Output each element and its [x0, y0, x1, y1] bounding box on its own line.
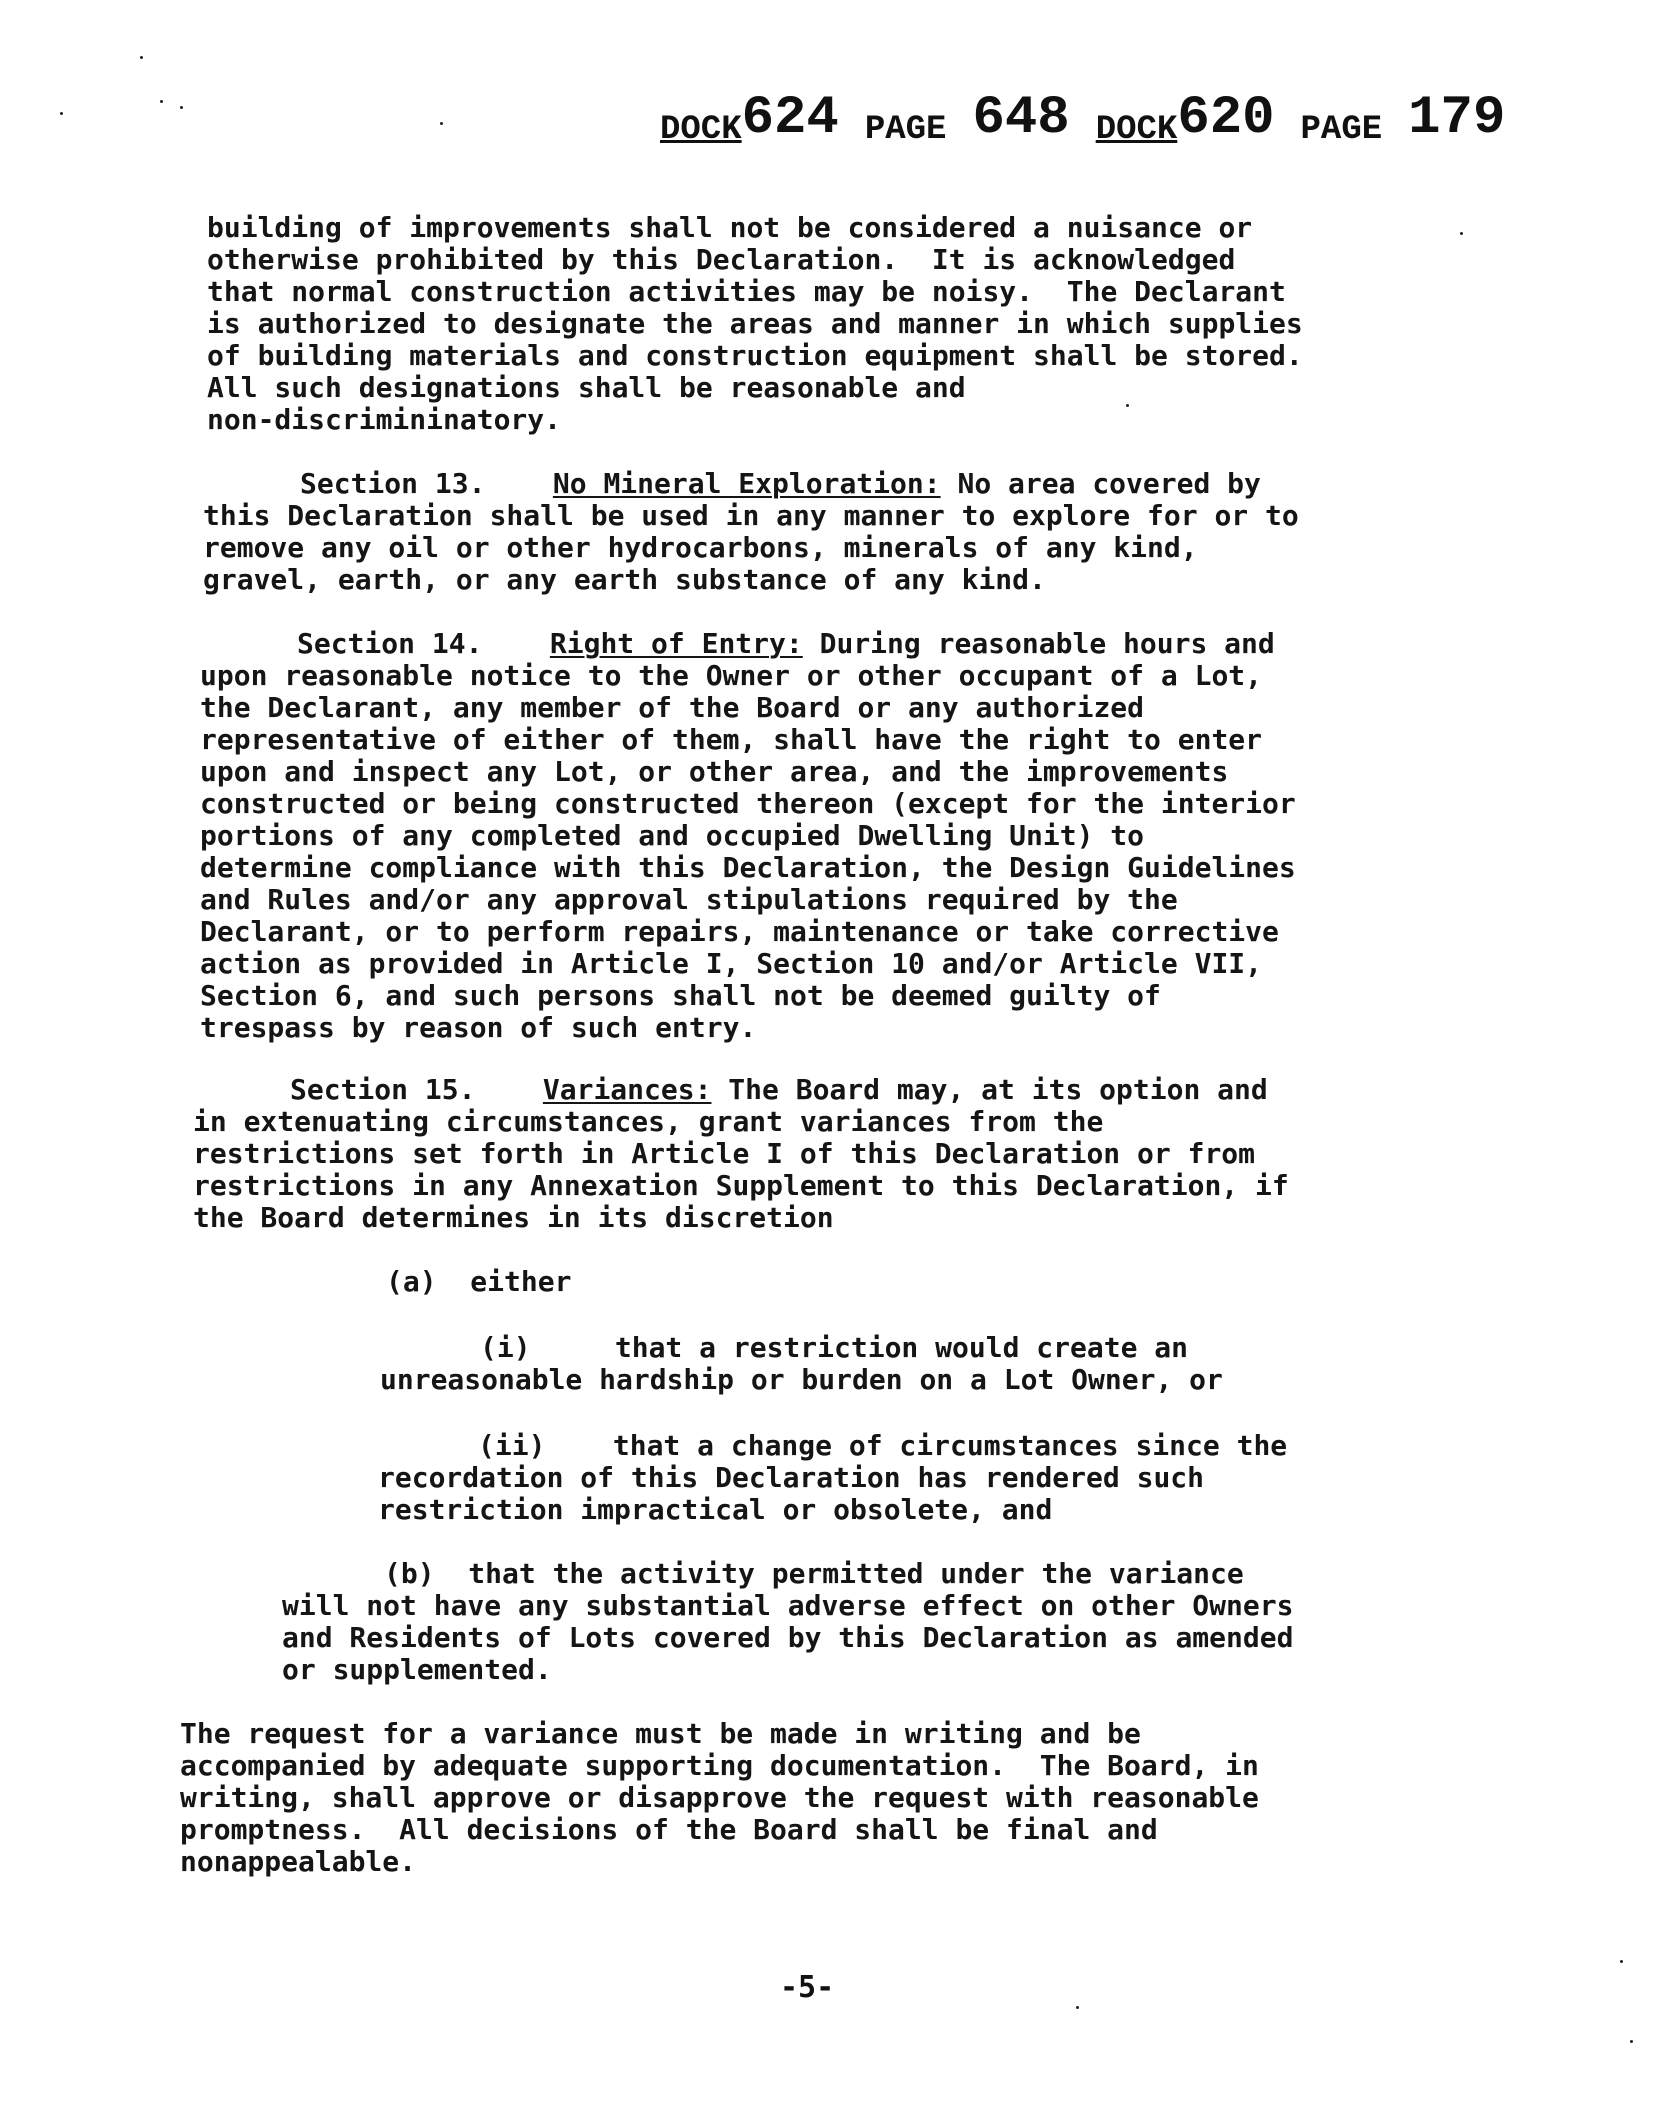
text-line: Declarant, or to perform repairs, maintenance or take corrective — [200, 915, 1279, 948]
page-number: -5- — [780, 1970, 835, 2005]
scan-speck — [1076, 2006, 1079, 2009]
text-line: constructed or being constructed thereon (except for the interior — [200, 787, 1296, 820]
text-line: restrictions set forth in Article I of this Declaration or from — [193, 1137, 1256, 1170]
scan-speck — [1620, 1960, 1623, 1963]
page-number-1: 648 — [972, 88, 1070, 149]
dock-number-1: 624 — [741, 88, 839, 149]
text-line: non-discrimininatory. — [207, 403, 562, 436]
scan-speck — [1630, 2040, 1633, 2043]
text-line: in extenuating circumstances, grant variances from the — [193, 1105, 1104, 1138]
text-line: of building materials and construction equipment shall be stored. — [207, 339, 1303, 372]
text-line: upon and inspect any Lot, or other area, and the improvements — [200, 755, 1229, 788]
scan-speck — [60, 112, 63, 115]
text-line: determine compliance with this Declaration, the Design Guidelines — [200, 851, 1296, 884]
section-14-label: Section 14. — [297, 627, 483, 660]
text-line: remove any oil or other hydrocarbons, minerals of any kind, — [203, 531, 1198, 564]
text-line: nonappealable. — [180, 1845, 417, 1878]
text-line: building of improvements shall not be considered a nuisance or — [207, 211, 1253, 244]
text-line: otherwise prohibited by this Declaration. It is acknowledged — [207, 243, 1236, 276]
text-line: restriction impractical or obsolete, and — [378, 1493, 1053, 1526]
text-line: writing, shall approve or disapprove the request with reasonable — [180, 1781, 1259, 1814]
text-line: or supplemented. — [282, 1653, 552, 1686]
list-item-a: (a) either — [386, 1265, 572, 1298]
scan-speck — [1460, 232, 1463, 235]
text-line: the Board determines in its discretion — [193, 1201, 834, 1234]
text-line: restrictions in any Annexation Supplement to this Declaration, if — [193, 1169, 1289, 1202]
text-line: is authorized to designate the areas and manner in which supplies — [207, 307, 1303, 340]
page-label-2: PAGE — [1300, 111, 1383, 149]
text-line: that normal construction activities may be noisy. The Declarant — [207, 275, 1286, 308]
text-line: recordation of this Declaration has rendered such — [378, 1461, 1205, 1494]
text-line: representative of either of them, shall have the right to enter — [200, 723, 1263, 756]
scan-speck — [140, 56, 143, 59]
section-13-first-line-rest: No area covered by — [940, 467, 1261, 500]
section-13-label: Section 13. — [300, 467, 486, 500]
section-14-heading-line — [297, 628, 1275, 660]
text-line: gravel, earth, or any earth substance of any kind. — [203, 563, 1046, 596]
dock-label-1: DOCK — [660, 111, 742, 149]
list-item-b: (b) that the activity permitted under the variance — [384, 1557, 1244, 1590]
text-line: unreasonable hardship or burden on a Lot Owner, or — [380, 1363, 1223, 1396]
text-line: will not have any substantial adverse effect on other Owners — [282, 1589, 1294, 1622]
page-number-2: 179 — [1408, 88, 1506, 149]
section-15-title: Variances: — [542, 1073, 712, 1106]
section-13-title: No Mineral Exploration: — [552, 467, 941, 500]
dock-number-2: 620 — [1177, 88, 1275, 149]
text-line: portions of any completed and occupied Dwelling Unit) to — [200, 819, 1145, 852]
scan-speck — [160, 100, 163, 103]
text-line: All such designations shall be reasonable and — [207, 371, 966, 404]
page-label-1: PAGE — [864, 111, 947, 149]
text-line: the Declarant, any member of the Board or any authorized — [200, 691, 1145, 724]
text-line: trespass by reason of such entry. — [200, 1011, 757, 1044]
list-item-ii: (ii) that a change of circumstances since the — [478, 1429, 1288, 1462]
section-15-label: Section 15. — [290, 1073, 476, 1106]
text-line: The request for a variance must be made in writing and be — [180, 1717, 1141, 1750]
text-line: upon reasonable notice to the Owner or other occupant of a Lot, — [200, 659, 1263, 692]
list-item-i: (i) that a restriction would create an — [480, 1331, 1189, 1364]
section-15-first-line-rest: The Board may, at its option and — [711, 1073, 1268, 1106]
section-13-heading-line — [300, 468, 1261, 500]
text-line: accompanied by adequate supporting documentation. The Board, in — [180, 1749, 1259, 1782]
text-line: promptness. All decisions of the Board shall be final and — [180, 1813, 1158, 1846]
scan-speck — [1126, 404, 1129, 407]
section-14-first-line-rest: During reasonable hours and — [802, 627, 1275, 660]
recording-stamp-header — [660, 88, 1560, 178]
scan-speck — [180, 106, 183, 109]
text-line: Section 6, and such persons shall not be deemed guilty of — [200, 979, 1161, 1012]
text-line: this Declaration shall be used in any manner to explore for or to — [203, 499, 1299, 532]
text-line: action as provided in Article I, Section 10 and/or Article VII, — [200, 947, 1263, 980]
section-15-heading-line — [290, 1074, 1268, 1106]
section-14-title: Right of Entry: — [549, 627, 803, 660]
text-line: and Residents of Lots covered by this Declaration as amended — [282, 1621, 1294, 1654]
dock-label-2: DOCK — [1095, 111, 1178, 149]
text-line: and Rules and/or any approval stipulations required by the — [200, 883, 1178, 916]
scan-speck — [440, 122, 443, 125]
